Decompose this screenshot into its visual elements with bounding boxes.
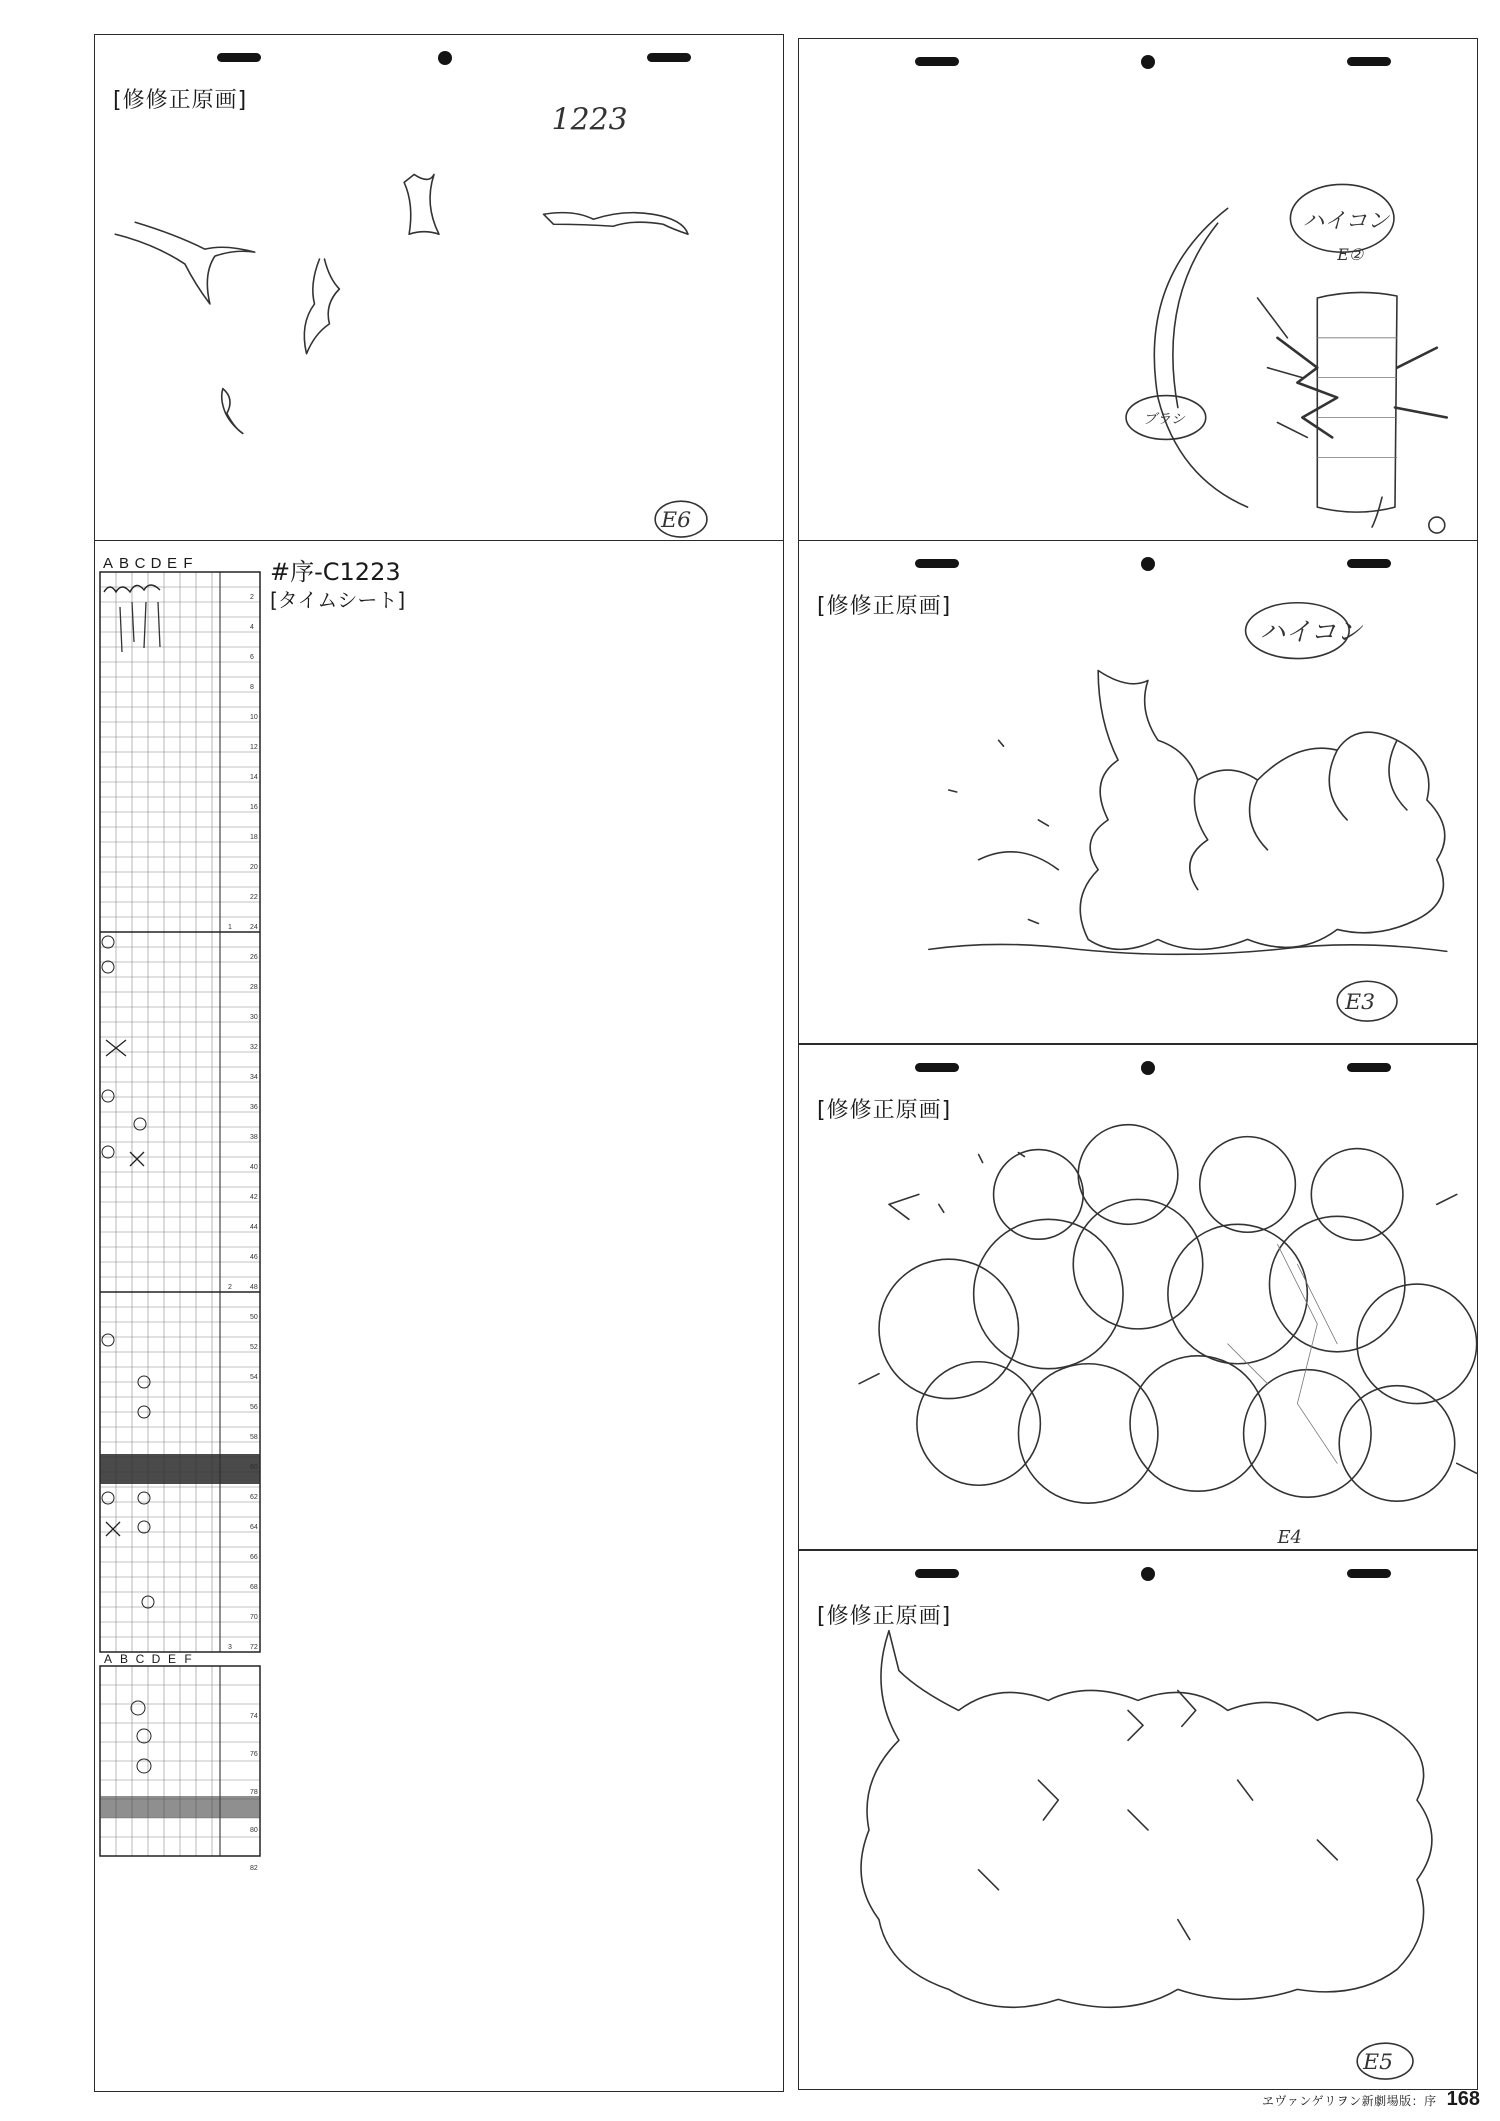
lower-column-c: C: [135, 1652, 145, 1666]
timesheet-grid: [100, 572, 260, 1652]
frame-number: 32: [250, 1044, 258, 1051]
frame-number: 30: [250, 1014, 258, 1021]
timesheet-subtitle: [タイムシート]: [270, 588, 406, 612]
frame-number: 34: [250, 1074, 258, 1081]
cel-number: E6: [661, 508, 692, 534]
panel-mid-right: [798, 540, 1478, 1044]
column-d: D: [150, 555, 162, 572]
sketch-smoke-cloud: [799, 1551, 1477, 2089]
timesheet-column-header: [100, 548, 260, 572]
frame-number: 24: [250, 924, 258, 931]
frame-number: 36: [250, 1104, 258, 1111]
frame-number: 16: [250, 804, 258, 811]
page-footer: [1262, 2088, 1480, 2111]
frame-number: 28: [250, 984, 258, 991]
frame-number: 50: [250, 1314, 258, 1321]
frame-number: 64: [250, 1524, 258, 1531]
frame-number: 22: [250, 894, 258, 901]
frame-number: 8: [250, 684, 254, 691]
column-f: F: [183, 555, 193, 572]
frame-number: 18: [250, 834, 258, 841]
scene-id: #序-C1223: [270, 558, 401, 586]
lower-column-b: B: [119, 1652, 128, 1666]
frame-number: 2: [250, 594, 254, 601]
page-marker: 3: [228, 1644, 232, 1651]
timesheet: [100, 548, 260, 1872]
frame-number: 20: [250, 864, 258, 871]
frame-number: 58: [250, 1434, 258, 1441]
frame-number: 6: [250, 654, 254, 661]
frame-number: 46: [250, 1254, 258, 1261]
lower-column-d: D: [151, 1652, 161, 1666]
sketch-impact: [799, 39, 1477, 543]
panel-label: [修修正原画]: [817, 1098, 952, 1123]
frame-number: 48: [250, 1284, 258, 1291]
panel-low-right: [798, 1044, 1478, 1550]
lower-column-e: E: [167, 1652, 176, 1666]
frame-number: 14: [250, 774, 258, 781]
frame-number: 38: [250, 1134, 258, 1141]
frame-number: 78: [250, 1789, 258, 1796]
timesheet-lower-header: [100, 1652, 260, 1666]
frame-number: 74: [250, 1713, 258, 1720]
panel-bottom-right: [798, 1550, 1478, 2090]
lower-column-a: A: [103, 1652, 112, 1666]
timesheet-lower-grid: [100, 1666, 260, 1872]
frame-number: 80: [250, 1827, 258, 1834]
sketch-explosion-small: [799, 541, 1477, 1043]
cel-note-high-contrast: ハイコン: [1302, 209, 1390, 235]
frame-number: 52: [250, 1344, 258, 1351]
frame-number: 10: [250, 714, 258, 721]
cel-number: E3: [1345, 990, 1376, 1016]
scribble-note: 1223: [551, 102, 628, 138]
sketch-explosion-large: [799, 1045, 1477, 1549]
panel-label: [修修正原画]: [113, 88, 248, 113]
frame-number: 66: [250, 1554, 258, 1561]
panel-label: [修修正原画]: [817, 594, 952, 619]
frame-number: 76: [250, 1751, 258, 1758]
column-a: A: [102, 555, 113, 572]
lower-column-f: F: [184, 1652, 192, 1666]
cel-note-high-contrast: ハイコン: [1259, 617, 1362, 648]
cel-number: E5: [1363, 2050, 1394, 2076]
frame-number: 54: [250, 1374, 258, 1381]
panel-top-right: [798, 38, 1478, 544]
frame-number: 68: [250, 1584, 258, 1591]
panel-top-left: [94, 34, 784, 544]
sketch-debris: [95, 35, 783, 543]
frame-number: 62: [250, 1494, 258, 1501]
frame-number: 12: [250, 744, 258, 751]
frame-number: 4: [250, 624, 254, 631]
frame-number: 44: [250, 1224, 258, 1231]
page-marker: 1: [228, 924, 232, 931]
frame-number: 42: [250, 1194, 258, 1201]
column-e: E: [166, 555, 177, 572]
cel-note-e2: E②: [1337, 245, 1364, 265]
frame-number: 26: [250, 954, 258, 961]
page-marker: 2: [228, 1284, 232, 1291]
frame-number: 72: [250, 1644, 258, 1651]
frame-number: 40: [250, 1164, 258, 1171]
frame-number: 70: [250, 1614, 258, 1621]
page-number: 168: [1446, 2088, 1480, 2110]
frame-number: 82: [250, 1865, 258, 1872]
cel-note-brush: ブラシ: [1142, 411, 1185, 428]
panel-label: [修修正原画]: [817, 1604, 952, 1629]
frame-number: 56: [250, 1404, 258, 1411]
cel-number: E4: [1277, 1527, 1302, 1549]
book-title: ヱヴァンゲリヲン新劇場版：序: [1261, 2094, 1437, 2108]
column-c: C: [134, 555, 146, 572]
column-b: B: [118, 555, 129, 572]
